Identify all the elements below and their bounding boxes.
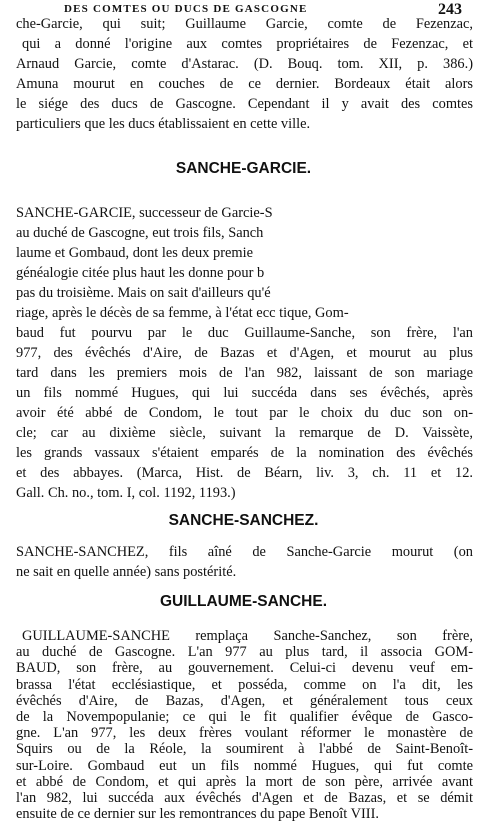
body-line: laume et Gombaud, dont les deux premie <box>16 245 253 261</box>
body-line: de la Novempopulanie; ce qui le fit qualifier évêque de Gasco- <box>16 709 473 725</box>
body-line: et abbé de Condom, et qui après la mort de son père, arrivée avant <box>16 773 473 790</box>
body-line: riage, après le décès de sa femme, à l'état ecc tique, Gom- <box>16 305 349 321</box>
body-line: baud fut pourvu par le duc Guillaume-Sanche, son frère, l'an <box>16 325 473 341</box>
body-line: avoir été abbé de Condom, le tout par le choix du duc son on- <box>16 405 473 421</box>
section-heading-guillaume-sanche: GUILLAUME-SANCHE. <box>159 593 328 610</box>
body-line: les grands vassaux s'étaient emparés de la nomination des évêchés <box>16 445 473 461</box>
page-number: 243 <box>438 1 462 18</box>
section-heading-sanche-sanchez: SANCHE-SANCHEZ. <box>168 512 319 529</box>
intro-line: che-Garcie, qui suit; Guillaume Garcie, comte de Fezenzac, <box>16 16 473 32</box>
body-line: pas du troisième. Mais on sait d'ailleurs qu'é <box>16 285 271 301</box>
body-line: Gall. Ch. no., tom. I, col. 1192, 1193.) <box>16 485 236 501</box>
body-line: SANCHE-GARCIE, successeur de Garcie-S <box>16 205 273 221</box>
body-line: ne sait en quelle année) sans postérité. <box>16 564 237 580</box>
body-line: Squirs ou de la Réole, la soumirent à l'abbé de Saint-Benoît- <box>16 741 473 758</box>
body-line: sur-Loire. Gombaud eut un fils nommé Hugues, qui fut comte <box>16 757 473 774</box>
body-line: SANCHE-SANCHEZ, fils aîné de Sanche-Garcie mourut (on <box>16 544 473 560</box>
body-line: brassa l'état ecclésiastique, et posséda, comme on l'a dit, les <box>16 676 473 693</box>
body-line: un fils nommé Hugues, qui lui succéda dans ses évêchés, après <box>16 385 473 401</box>
intro-line: Arnaud Garcie, comte d'Astarac. (D. Bouq. tom. XII, p. 386.) <box>16 56 473 72</box>
body-line: ensuite de ce dernier sur les remontrances du pape Benoît VIII. <box>16 806 379 822</box>
body-line: l'an 982, lui succéda aux évêchés d'Agen et de Bazas, et se démit <box>16 790 473 806</box>
body-line: tard dans les premiers mois de l'an 982, laissant de son mariage <box>16 365 473 381</box>
intro-line: qui a donné l'origine aux comtes propriétaires de Fezenzac, et <box>22 36 473 52</box>
body-line: au duché de Gascogne. L'an 977 au plus tard, il associa GOM- <box>16 644 473 661</box>
body-line: GUILLAUME-SANCHE remplaça Sanche-Sanchez, son frère, <box>22 628 473 644</box>
intro-line: Amuna mourut en couches de ce dernier. Bordeaux était alors <box>16 76 473 92</box>
body-line: généalogie citée plus haut les donne pour b <box>16 265 265 281</box>
body-line: gne. L'an 977, les deux frères voulant réformer le monastère de <box>16 725 473 742</box>
body-line: 977, des évêchés d'Aire, de Bazas et d'Agen, et mourut au plus <box>16 345 473 361</box>
body-line: au duché de Gascogne, eut trois fils, Sanch <box>16 225 264 241</box>
running-title: DES COMTES OU DUCS DE GASCOGNE <box>64 3 308 15</box>
section-heading-sanche-garcie: SANCHE-GARCIE. <box>175 160 312 177</box>
intro-line: particuliers que les ducs établissaient en cette ville. <box>16 116 311 132</box>
intro-line: le siége des ducs de Gascogne. Cependant il y avait des comtes <box>16 96 473 112</box>
body-line: BAUD, son frère, au gouvernement. Celui-ci devenu veuf em- <box>16 660 473 677</box>
body-line: cle; car au dixième siècle, suivant la remarque de D. Vaissète, <box>16 425 473 441</box>
body-line: évêchés d'Aire, de Bazas, d'Agen, et généralement tous ceux <box>16 692 473 709</box>
body-line: et des abbayes. (Marca, Hist. de Béarn, liv. 3, ch. 11 et 12. <box>16 465 473 481</box>
